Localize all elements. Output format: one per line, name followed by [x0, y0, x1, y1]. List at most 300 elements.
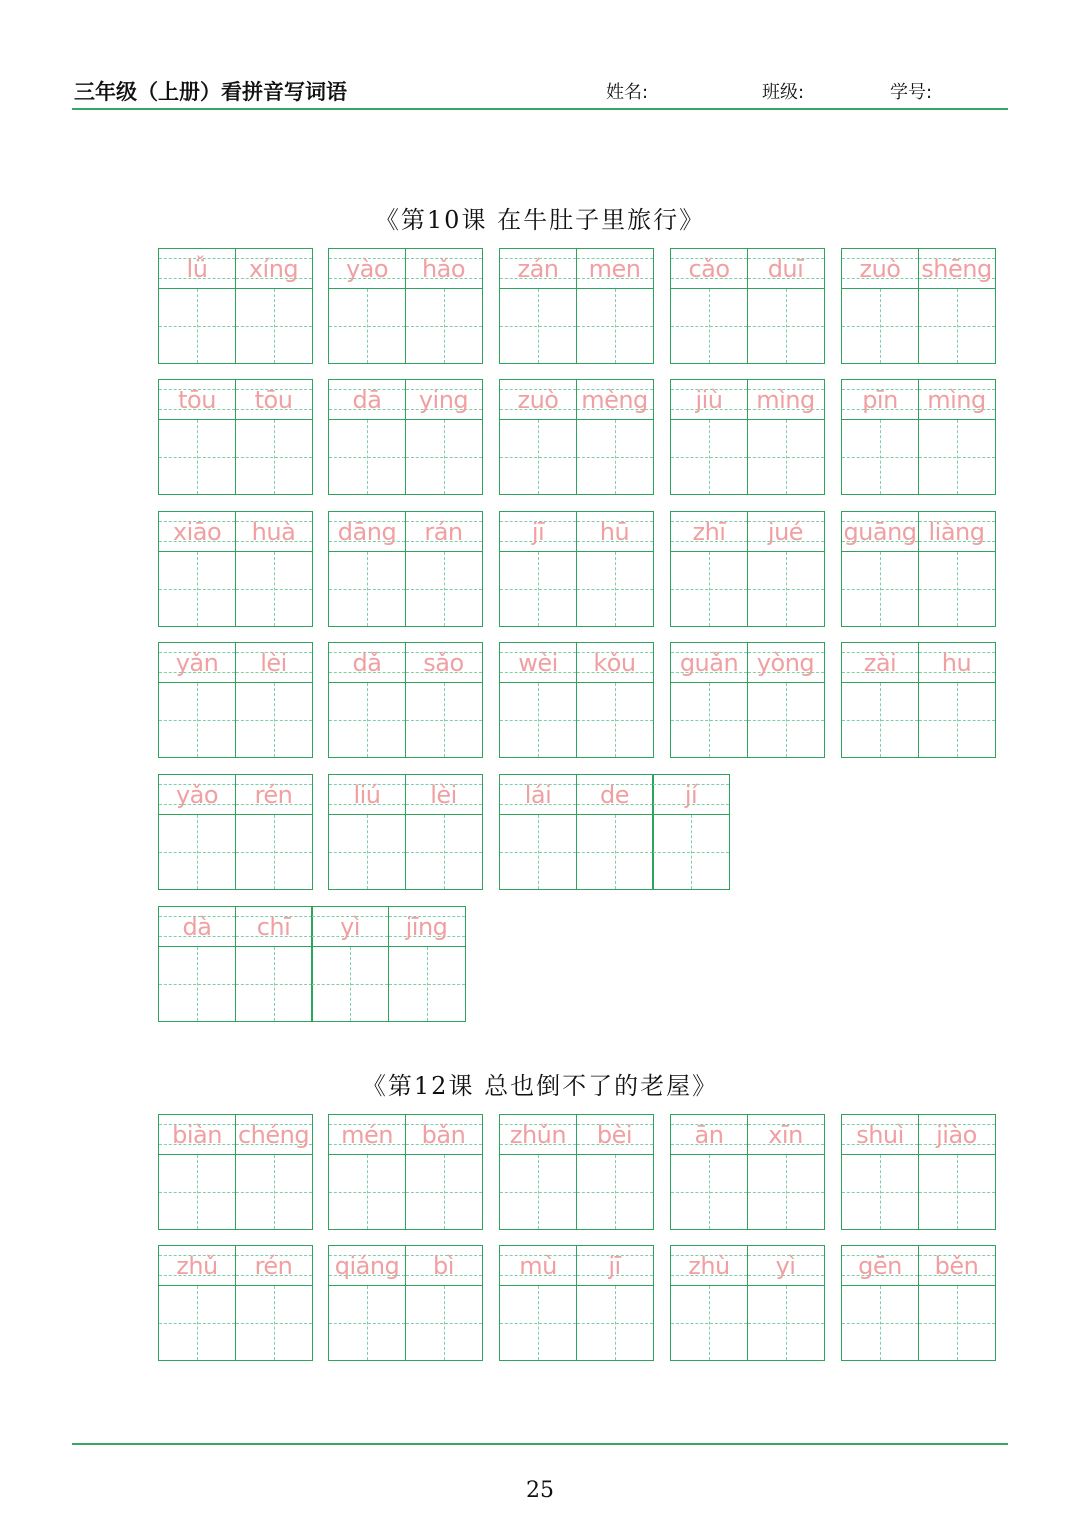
pinyin-syllable: lèi [430, 780, 457, 809]
pinyin-band [406, 512, 482, 552]
tianzige-writing-square[interactable] [312, 947, 388, 1021]
word-box [158, 642, 313, 758]
tianzige-writing-square[interactable] [577, 420, 653, 494]
pinyin-band [671, 643, 747, 683]
pinyin-syllable: de [600, 780, 629, 809]
character-cell[interactable] [328, 642, 406, 758]
tianzige-writing-square[interactable] [236, 947, 312, 1021]
word-box [158, 1245, 313, 1361]
tianzige-writing-square[interactable] [406, 552, 482, 626]
tianzige-writing-square[interactable] [500, 289, 576, 363]
character-cell[interactable] [405, 511, 483, 627]
character-cell[interactable] [652, 774, 730, 890]
tianzige-writing-square[interactable] [842, 683, 918, 757]
word-box [499, 511, 654, 627]
pinyin-syllable: xiāo [172, 517, 222, 546]
pinyin-band [919, 380, 995, 420]
pinyin-band [748, 643, 824, 683]
character-cell[interactable] [576, 511, 654, 627]
pinyin-band [406, 380, 482, 420]
pinyin-syllable: hǎo [421, 254, 466, 283]
character-cell[interactable] [405, 1245, 483, 1361]
tianzige-writing-square[interactable] [748, 552, 824, 626]
pinyin-syllable: yào [345, 254, 389, 283]
pinyin-syllable: huà [251, 517, 296, 546]
tianzige-writing-square[interactable] [159, 289, 235, 363]
pinyin-band [748, 1246, 824, 1286]
pinyin-syllable: ying [418, 385, 469, 414]
tianzige-writing-square[interactable] [500, 420, 576, 494]
tianzige-writing-square[interactable] [919, 420, 995, 494]
pinyin-syllable: zán [517, 254, 559, 283]
tianzige-writing-square[interactable] [236, 1155, 312, 1229]
tianzige-writing-square[interactable] [329, 683, 405, 757]
pinyin-syllable: zhī [692, 517, 726, 546]
character-cell[interactable] [670, 248, 748, 364]
pinyin-syllable: mù [519, 1251, 557, 1280]
character-cell[interactable] [235, 774, 313, 890]
pinyin-syllable: qiáng [334, 1251, 400, 1280]
character-cell[interactable] [841, 642, 919, 758]
pinyin-band [748, 249, 824, 289]
pinyin-band [236, 249, 312, 289]
tianzige-writing-square[interactable] [842, 289, 918, 363]
pinyin-band [500, 249, 576, 289]
character-cell[interactable] [841, 248, 919, 364]
character-cell[interactable] [576, 1245, 654, 1361]
character-cell[interactable] [918, 248, 996, 364]
character-cell[interactable] [841, 379, 919, 495]
character-cell[interactable] [235, 642, 313, 758]
pinyin-syllable: jí [684, 780, 698, 809]
tianzige-writing-square[interactable] [236, 1286, 312, 1360]
character-cell[interactable] [670, 379, 748, 495]
character-cell[interactable] [328, 774, 406, 890]
pinyin-syllable: liàng [928, 517, 985, 546]
pinyin-band [748, 1115, 824, 1155]
pinyin-syllable: mìng [927, 385, 986, 414]
pinyin-syllable: zhǔ [176, 1251, 218, 1280]
tianzige-writing-square[interactable] [406, 683, 482, 757]
tianzige-writing-square[interactable] [653, 815, 729, 889]
pinyin-band [842, 380, 918, 420]
word-box [499, 1114, 654, 1230]
character-cell[interactable] [499, 248, 577, 364]
character-cell[interactable] [576, 248, 654, 364]
tianzige-writing-square[interactable] [500, 683, 576, 757]
pinyin-band [329, 512, 405, 552]
pinyin-band [577, 249, 653, 289]
pinyin-band [159, 512, 235, 552]
tianzige-writing-square[interactable] [500, 552, 576, 626]
pinyin-syllable: tōu [178, 385, 216, 414]
character-cell[interactable] [235, 511, 313, 627]
tianzige-writing-square[interactable] [159, 683, 235, 757]
word-box [670, 248, 825, 364]
character-cell[interactable] [747, 1245, 825, 1361]
word-box [841, 1245, 996, 1361]
word-box [841, 642, 996, 758]
pinyin-band [312, 907, 388, 947]
character-cell[interactable] [841, 1114, 919, 1230]
word-box [841, 511, 996, 627]
character-cell[interactable] [235, 1114, 313, 1230]
tianzige-writing-square[interactable] [236, 683, 312, 757]
tianzige-writing-square[interactable] [577, 289, 653, 363]
pinyin-syllable: pīn [862, 385, 898, 414]
tianzige-writing-square[interactable] [748, 1286, 824, 1360]
character-cell[interactable] [388, 906, 466, 1022]
tianzige-writing-square[interactable] [577, 552, 653, 626]
tianzige-writing-square[interactable] [159, 1286, 235, 1360]
pinyin-band [236, 1115, 312, 1155]
word-box [328, 511, 483, 627]
pinyin-syllable: yì [340, 912, 360, 941]
word-box [670, 1114, 825, 1230]
pinyin-band [329, 775, 405, 815]
pinyin-band [919, 512, 995, 552]
tianzige-writing-square[interactable] [577, 683, 653, 757]
pinyin-syllable: zhù [688, 1251, 730, 1280]
word-box [499, 642, 654, 758]
character-cell[interactable] [235, 379, 313, 495]
tianzige-writing-square[interactable] [406, 1155, 482, 1229]
pinyin-band [842, 1246, 918, 1286]
character-cell[interactable] [405, 1114, 483, 1230]
character-cell[interactable] [328, 248, 406, 364]
tianzige-writing-square[interactable] [159, 420, 235, 494]
tianzige-writing-square[interactable] [329, 552, 405, 626]
pinyin-syllable: dā [352, 385, 382, 414]
character-cell[interactable] [670, 511, 748, 627]
tianzige-writing-square[interactable] [329, 815, 405, 889]
character-cell[interactable] [499, 774, 577, 890]
pinyin-band [671, 380, 747, 420]
pinyin-syllable: jīng [405, 912, 448, 941]
word-box [158, 248, 313, 364]
word-box [499, 1245, 654, 1361]
pinyin-syllable: yòng [756, 648, 815, 677]
tianzige-writing-square[interactable] [406, 289, 482, 363]
pinyin-syllable: xīn [768, 1120, 803, 1149]
character-cell[interactable] [158, 642, 236, 758]
tianzige-writing-square[interactable] [748, 420, 824, 494]
pinyin-band [919, 643, 995, 683]
pinyin-band [329, 643, 405, 683]
character-cell[interactable] [918, 379, 996, 495]
pinyin-syllable: yì [775, 1251, 796, 1280]
pinyin-band [329, 249, 405, 289]
tianzige-writing-square[interactable] [329, 289, 405, 363]
word-box [670, 511, 825, 627]
word-box [499, 248, 654, 364]
pinyin-band [159, 380, 235, 420]
character-cell[interactable] [499, 379, 577, 495]
character-cell[interactable] [405, 642, 483, 758]
pinyin-band [577, 512, 653, 552]
character-cell[interactable] [747, 642, 825, 758]
tianzige-writing-square[interactable] [159, 947, 235, 1021]
pinyin-band [748, 380, 824, 420]
pinyin-band [842, 643, 918, 683]
character-cell[interactable] [328, 1245, 406, 1361]
pinyin-syllable: zuò [517, 385, 559, 414]
pinyin-band [842, 249, 918, 289]
tianzige-writing-square[interactable] [500, 1155, 576, 1229]
pinyin-syllable: liú [353, 780, 381, 809]
pinyin-band [671, 512, 747, 552]
tianzige-writing-square[interactable] [842, 1155, 918, 1229]
pinyin-band [842, 1115, 918, 1155]
pinyin-syllable: biàn [172, 1120, 222, 1149]
pinyin-syllable: mèng [581, 385, 648, 414]
pinyin-syllable: jué [767, 517, 804, 546]
tianzige-writing-square[interactable] [671, 552, 747, 626]
tianzige-writing-square[interactable] [919, 1155, 995, 1229]
tianzige-writing-square[interactable] [671, 683, 747, 757]
character-cell[interactable] [670, 642, 748, 758]
word-box [841, 379, 996, 495]
word-box [499, 379, 654, 495]
character-cell[interactable] [841, 1245, 919, 1361]
character-cell[interactable] [576, 642, 654, 758]
pinyin-band [236, 907, 312, 947]
worksheet-title: 三年级（上册）看拼音写词语 [74, 80, 347, 104]
character-cell[interactable] [158, 511, 236, 627]
character-cell[interactable] [670, 1114, 748, 1230]
word-box [841, 1114, 996, 1230]
pinyin-syllable: jī [608, 1251, 621, 1280]
character-cell[interactable] [918, 511, 996, 627]
pinyin-band [500, 380, 576, 420]
pinyin-syllable: bǎn [421, 1120, 466, 1149]
pinyin-band [406, 249, 482, 289]
page-header [72, 74, 1008, 110]
tianzige-writing-square[interactable] [406, 420, 482, 494]
tianzige-writing-square[interactable] [577, 1155, 653, 1229]
pinyin-syllable: guāng [843, 517, 917, 546]
pinyin-band [577, 1246, 653, 1286]
tianzige-writing-square[interactable] [329, 420, 405, 494]
tianzige-writing-square[interactable] [500, 815, 576, 889]
pinyin-syllable: jiù [695, 385, 723, 414]
character-cell[interactable] [576, 1114, 654, 1230]
character-cell[interactable] [328, 511, 406, 627]
tianzige-writing-square[interactable] [236, 289, 312, 363]
character-cell[interactable] [311, 906, 389, 1022]
character-cell[interactable] [576, 379, 654, 495]
character-cell[interactable] [670, 1245, 748, 1361]
word-box [328, 379, 483, 495]
pinyin-band [236, 643, 312, 683]
word-box [328, 1114, 483, 1230]
word-box [670, 379, 825, 495]
pinyin-band [577, 643, 653, 683]
character-cell[interactable] [328, 1114, 406, 1230]
pinyin-band [653, 775, 729, 815]
pinyin-syllable: tōu [254, 385, 293, 414]
character-cell[interactable] [158, 774, 236, 890]
pinyin-syllable: shēng [921, 254, 992, 283]
pinyin-syllable: hu [941, 648, 972, 677]
pinyin-band [500, 512, 576, 552]
tianzige-writing-square[interactable] [671, 1155, 747, 1229]
tianzige-writing-square[interactable] [236, 552, 312, 626]
pinyin-band [919, 249, 995, 289]
tianzige-writing-square[interactable] [842, 552, 918, 626]
tianzige-writing-square[interactable] [159, 1155, 235, 1229]
tianzige-writing-square[interactable] [842, 420, 918, 494]
word-box [328, 774, 483, 890]
pinyin-syllable: dāng [337, 517, 397, 546]
tianzige-writing-square[interactable] [919, 683, 995, 757]
pinyin-syllable: zuò [859, 254, 901, 283]
character-cell[interactable] [747, 248, 825, 364]
pinyin-band [236, 380, 312, 420]
pinyin-band [577, 775, 653, 815]
pinyin-syllable: rán [424, 517, 463, 546]
character-cell[interactable] [747, 379, 825, 495]
pinyin-band [500, 643, 576, 683]
tianzige-writing-square[interactable] [842, 1286, 918, 1360]
character-cell[interactable] [747, 511, 825, 627]
tianzige-writing-square[interactable] [577, 815, 653, 889]
pinyin-syllable: lǚ [186, 254, 208, 283]
tianzige-writing-square[interactable] [329, 1286, 405, 1360]
pinyin-syllable: mìng [756, 385, 815, 414]
pinyin-syllable: jī [531, 517, 545, 546]
pinyin-band [159, 249, 235, 289]
tianzige-writing-square[interactable] [919, 1286, 995, 1360]
pinyin-band [406, 1246, 482, 1286]
pinyin-band [329, 1115, 405, 1155]
tianzige-writing-square[interactable] [748, 289, 824, 363]
tianzige-writing-square[interactable] [671, 420, 747, 494]
character-cell[interactable] [158, 1114, 236, 1230]
tianzige-writing-square[interactable] [577, 1286, 653, 1360]
word-box [841, 248, 996, 364]
tianzige-writing-square[interactable] [236, 815, 312, 889]
character-cell[interactable] [235, 906, 313, 1022]
word-box [158, 906, 466, 1022]
word-box [670, 1245, 825, 1361]
pinyin-band [671, 1115, 747, 1155]
word-box [328, 642, 483, 758]
pinyin-band [159, 1246, 235, 1286]
pinyin-syllable: guǎn [679, 648, 739, 677]
character-cell[interactable] [499, 1245, 577, 1361]
pinyin-syllable: men [588, 254, 641, 283]
character-cell[interactable] [918, 642, 996, 758]
pinyin-syllable: chī [256, 912, 291, 941]
lesson-10-title: 《第10课 在牛肚子里旅行》 [374, 206, 706, 234]
character-cell[interactable] [499, 511, 577, 627]
tianzige-writing-square[interactable] [748, 1155, 824, 1229]
tianzige-writing-square[interactable] [389, 947, 465, 1021]
pinyin-band [500, 775, 576, 815]
student-id-field-label: 学号: [890, 82, 933, 103]
pinyin-syllable: shuì [856, 1120, 904, 1149]
character-cell[interactable] [918, 1245, 996, 1361]
pinyin-syllable: gēn [858, 1251, 902, 1280]
tianzige-writing-square[interactable] [919, 289, 995, 363]
pinyin-band [329, 1246, 405, 1286]
tianzige-writing-square[interactable] [919, 552, 995, 626]
word-box [328, 248, 483, 364]
character-cell[interactable] [747, 1114, 825, 1230]
pinyin-band [671, 249, 747, 289]
tianzige-writing-square[interactable] [406, 815, 482, 889]
pinyin-band [236, 775, 312, 815]
character-cell[interactable] [158, 248, 236, 364]
pinyin-syllable: dǎ [352, 648, 382, 677]
word-box [499, 774, 730, 890]
character-cell[interactable] [499, 642, 577, 758]
pinyin-band [577, 380, 653, 420]
word-box [328, 1245, 483, 1361]
pinyin-syllable: sǎo [423, 648, 464, 677]
pinyin-band [159, 1115, 235, 1155]
word-box [158, 379, 313, 495]
character-cell[interactable] [499, 1114, 577, 1230]
character-cell[interactable] [405, 379, 483, 495]
tianzige-writing-square[interactable] [406, 1286, 482, 1360]
pinyin-band [671, 1246, 747, 1286]
word-box [158, 1114, 313, 1230]
character-cell[interactable] [235, 248, 313, 364]
pinyin-band [329, 380, 405, 420]
character-cell[interactable] [158, 1245, 236, 1361]
pinyin-band [159, 907, 235, 947]
character-cell[interactable] [328, 379, 406, 495]
pinyin-syllable: dà [182, 912, 212, 941]
tianzige-writing-square[interactable] [329, 1155, 405, 1229]
pinyin-band [236, 1246, 312, 1286]
character-cell[interactable] [158, 906, 236, 1022]
pinyin-syllable: yǎn [175, 648, 219, 677]
tianzige-writing-square[interactable] [500, 1286, 576, 1360]
tianzige-writing-square[interactable] [671, 1286, 747, 1360]
pinyin-band [748, 512, 824, 552]
tianzige-writing-square[interactable] [748, 683, 824, 757]
pinyin-band [159, 775, 235, 815]
character-cell[interactable] [918, 1114, 996, 1230]
pinyin-syllable: rén [254, 1251, 293, 1280]
class-field-label: 班级: [762, 82, 805, 103]
pinyin-syllable: chéng [237, 1120, 310, 1149]
character-cell[interactable] [405, 248, 483, 364]
character-cell[interactable] [235, 1245, 313, 1361]
word-box [158, 774, 313, 890]
pinyin-syllable: xíng [248, 254, 299, 283]
tianzige-writing-square[interactable] [159, 552, 235, 626]
pinyin-band [406, 643, 482, 683]
pinyin-syllable: mén [341, 1120, 393, 1149]
pinyin-band [159, 643, 235, 683]
character-cell[interactable] [841, 511, 919, 627]
pinyin-band [919, 1115, 995, 1155]
character-cell[interactable] [576, 774, 654, 890]
word-box [670, 642, 825, 758]
character-cell[interactable] [158, 379, 236, 495]
page-number: 25 [526, 1478, 554, 1503]
tianzige-writing-square[interactable] [159, 815, 235, 889]
character-cell[interactable] [405, 774, 483, 890]
tianzige-writing-square[interactable] [236, 420, 312, 494]
pinyin-syllable: bì [433, 1251, 454, 1280]
tianzige-writing-square[interactable] [671, 289, 747, 363]
pinyin-band [389, 907, 465, 947]
